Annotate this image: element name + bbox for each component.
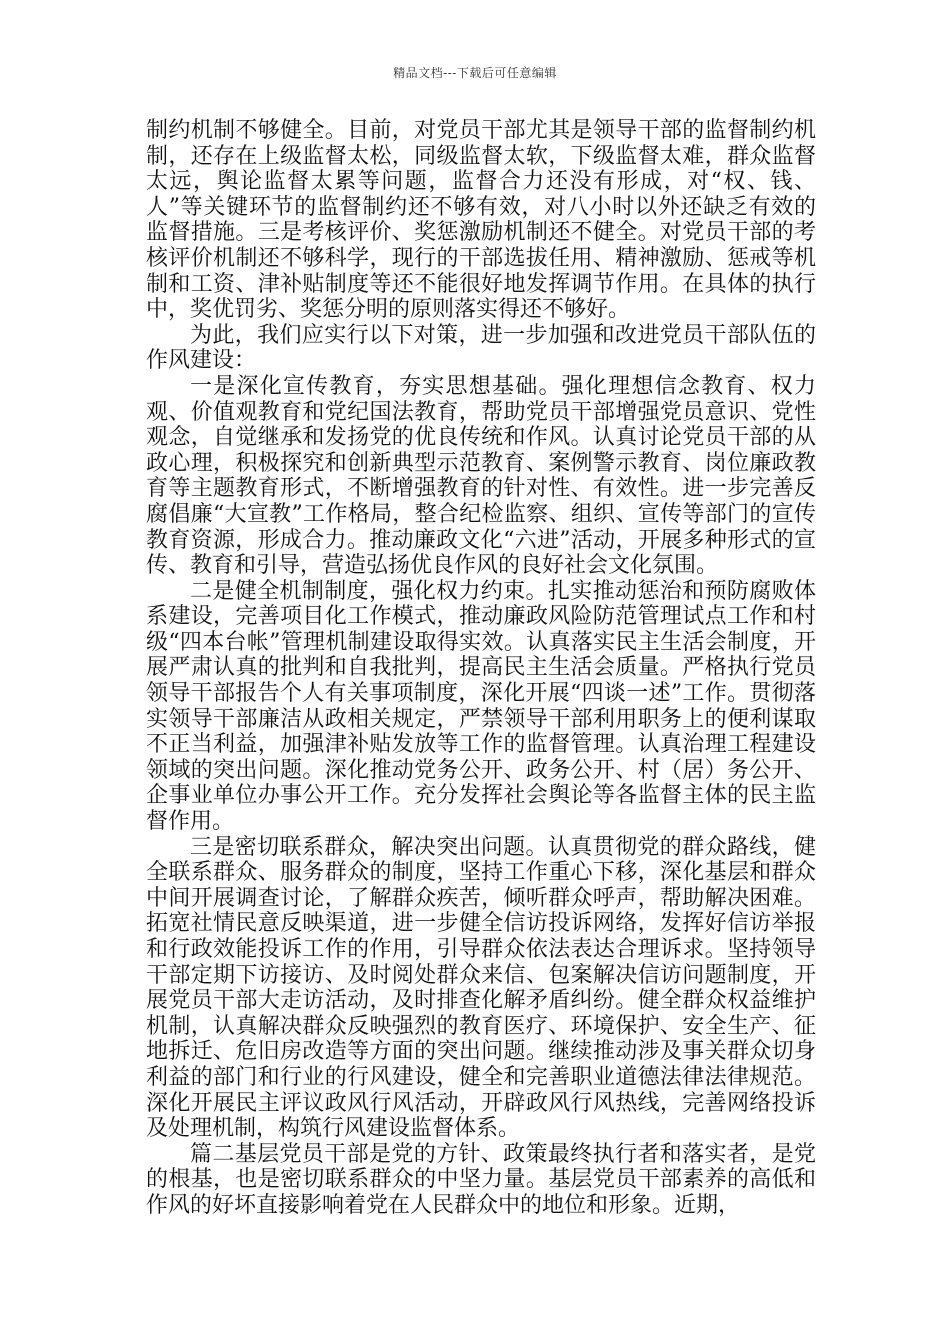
paragraph-part-two: 篇二基层党员干部是党的方针、政策最终执行者和落实者，是党的根基，也是密切联系群众的中坚力量。基层党员干部素养的高低和作风的好坏直接影响着党在人民群众中的地位和形象。近期，: [146, 1141, 816, 1218]
page-header: 精品文档---下载后可任意编辑: [393, 66, 557, 80]
paragraph-supervision-mechanism: 制约机制不够健全。目前，对党员干部尤其是领导干部的监督制约机制，还存在上级监督太松，同级监督太软，下级监督太难，群众监督太远，舆论监督太累等问题，监督合力还没有形成，对“权、钱、人”等关键环节的监督制约还不够有效，对八小时以外还缺乏有效的监督措施。三是考核评价、奖惩激励机制还不健全。对党员干部的考核评价机制还不够科学，现行的干部选拔任用、精神激励、惩戒等机制和工资、津补贴制度等还不能很好地发挥调节作用。在具体的执行中，奖优罚劣、奖惩分明的原则落实得还不够好。: [146, 118, 816, 323]
paragraph-measure-education: 一是深化宣传教育，夯实思想基础。强化理想信念教育、权力观、价值观教育和党纪国法教育，帮助党员干部增强党员意识、党性观念，自觉继承和发扬党的优良传统和作风。认真讨论党员干部的从政心理，积极探究和创新典型示范教育、案例警示教育、岗位廉政教育等主题教育形式，不断增强教育的针对性、有效性。进一步完善反腐倡廉“大宣教”工作格局，整合纪检监察、组织、宣传等部门的宣传教育资源，形成合力。推动廉政文化“六进”活动，开展多种形式的宣传、教育和引导，营造弘扬优良作风的良好社会文化氛围。: [146, 373, 816, 579]
document-body: [146, 118, 816, 1219]
paragraph-measure-masses: 三是密切联系群众，解决突出问题。认真贯彻党的群众路线，健全联系群众、服务群众的制度，坚持工作重心下移，深化基层和群众中间开展调查讨论，了解群众疾苦，倾听群众呼声，帮助解决困难。拓宽社情民意反映渠道，进一步健全信访投诉网络，发挥好信访举报和行政效能投诉工作的作用，引导群众依法表达合理诉求。坚持领导干部定期下访接访、及时阅处群众来信、包案解决信访问题制度，开展党员干部大走访活动，及时排查化解矛盾纠纷。健全群众权益维护机制，认真解决群众反映强烈的教育医疗、环境保护、安全生产、征地拆迁、危旧房改造等方面的突出问题。继续推动涉及事关群众切身利益的部门和行业的行风建设，健全和完善职业道德法律法律规范。深化开展民主评议政风行风活动，开辟政风行风热线，完善网络投诉及处理机制，构筑行风建设监督体系。: [146, 834, 816, 1142]
paragraph-measure-mechanism: 二是健全机制制度，强化权力约束。扎实推动惩治和预防腐败体系建设，完善项目化工作模式，推动廉政风险防范管理试点工作和村级“四本台帐”管理机制建设取得实效。认真落实民主生活会制度，开展严肃认真的批判和自我批判，提高民主生活会质量。严格执行党员领导干部报告个人有关事项制度，深化开展“四谈一述”工作。贯彻落实领导干部廉洁从政相关规定，严禁领导干部利用职务上的便利谋取不正当利益，加强津补贴发放等工作的监督管理。认真治理工程建设领域的突出问题。深化推动党务公开、政务公开、村（居）务公开、企事业单位办事公开工作。充分发挥社会舆论等各监督主体的民主监督作用。: [146, 578, 816, 835]
paragraph-countermeasures-intro: 为此，我们应实行以下对策，进一步加强和改进党员干部队伍的作风建设：: [146, 322, 816, 374]
